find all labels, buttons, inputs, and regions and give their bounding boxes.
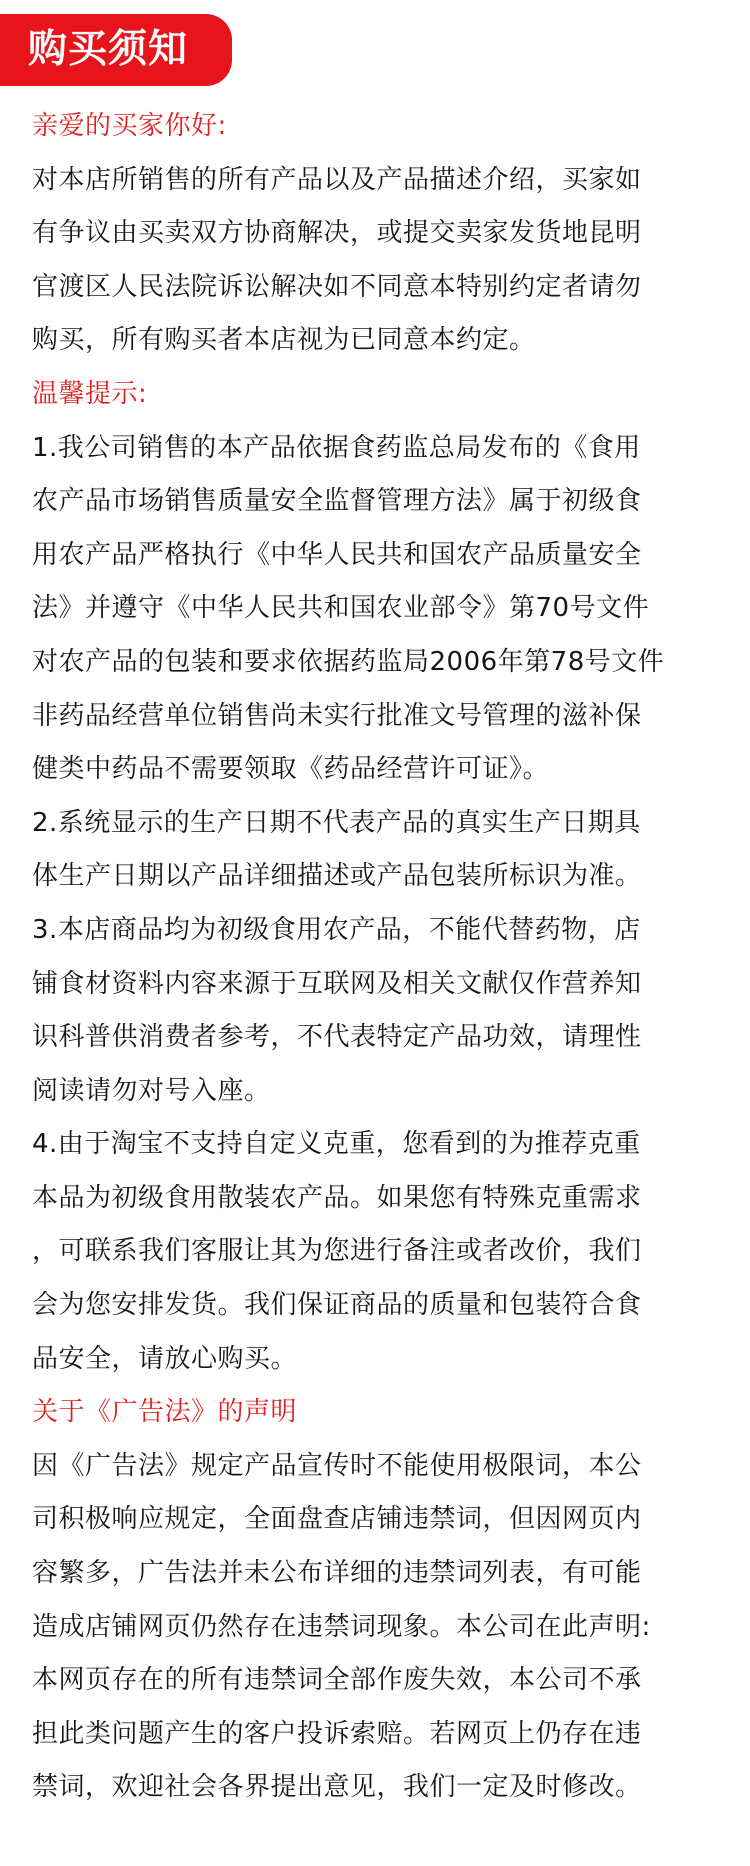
tips-line: 体生产日期以产品详细描述或产品包装所标识为准。	[32, 861, 642, 892]
tips-line: 对农产品的包装和要求依据药监局2006年第78号文件	[32, 646, 665, 677]
header-banner-title: 购买须知	[0, 14, 232, 86]
ad-law-line: 禁词，欢迎社会各界提出意见，我们一定及时修改。	[32, 1772, 642, 1803]
greeting-heading: 亲爱的买家你好:	[32, 111, 227, 141]
notice-line: 对本店所销售的所有产品以及产品描述介绍，买家如	[32, 164, 642, 195]
notice-line: 购买，所有购买者本店视为已同意本约定。	[32, 325, 536, 356]
notice-line: 有争议由买卖双方协商解决，或提交卖家发货地昆明	[32, 218, 642, 249]
tips-line: 2.系统显示的生产日期不代表产品的真实生产日期具	[32, 807, 641, 838]
ad-law-line: 本网页存在的所有违禁词全部作废失效，本公司不承	[32, 1665, 642, 1696]
ad-law-line: 容繁多，广告法并未公布详细的违禁词列表，有可能	[32, 1558, 642, 1589]
ad-law-line: 担此类问题产生的客户投诉索赔。若网页上仍存在违	[32, 1718, 642, 1749]
tips-heading: 温馨提示:	[32, 378, 148, 409]
tips-line: 1.我公司销售的本产品依据食药监总局发布的《食用	[32, 432, 641, 463]
tips-line: 铺食材资料内容来源于互联网及相关文献仅作营养知	[32, 968, 642, 999]
notice-line: 官渡区人民法院诉讼解决如不同意本特别约定者请勿	[32, 271, 642, 302]
ad-law-line: 司积极响应规定，全面盘查店铺违禁词，但因网页内	[32, 1504, 642, 1535]
tips-line: 法》并遵守《中华人民共和国农业部令》第70号文件	[32, 593, 650, 624]
tips-line: 本品为初级食用散装农产品。如果您有特殊克重需求	[32, 1182, 642, 1213]
ad-law-heading: 关于《广告法》的声明	[32, 1397, 298, 1428]
ad-law-line: 造成店铺网页仍然存在违禁词现象。本公司在此声明:	[32, 1611, 651, 1642]
tips-line: 3.本店商品均为初级食用农产品，不能代替药物，店	[32, 914, 641, 945]
tips-line: 品安全，请放心购买。	[32, 1343, 298, 1374]
tips-line: 用农产品严格执行《中华人民共和国农产品质量安全	[32, 539, 642, 570]
ad-law-line: 因《广告法》规定产品宣传时不能使用极限词，本公	[32, 1450, 642, 1481]
tips-line: 4.由于淘宝不支持自定义克重，您看到的为推荐克重	[32, 1129, 641, 1160]
tips-line: 识科普供消费者参考，不代表特定产品功效，请理性	[32, 1022, 642, 1053]
tips-line: 健类中药品不需要领取《药品经营许可证》。	[32, 754, 550, 785]
tips-line: 非药品经营单位销售尚未实行批准文号管理的滋补保	[32, 700, 642, 731]
tips-line: 会为您安排发货。我们保证商品的质量和包装符合食	[32, 1290, 642, 1321]
tips-line: ，可联系我们客服让其为您进行备注或者改价，我们	[32, 1236, 642, 1267]
purchase-notice-content	[32, 100, 722, 1815]
tips-line: 阅读请勿对号入座。	[32, 1075, 271, 1106]
tips-line: 农产品市场销售质量安全监督管理方法》属于初级食	[32, 486, 642, 517]
